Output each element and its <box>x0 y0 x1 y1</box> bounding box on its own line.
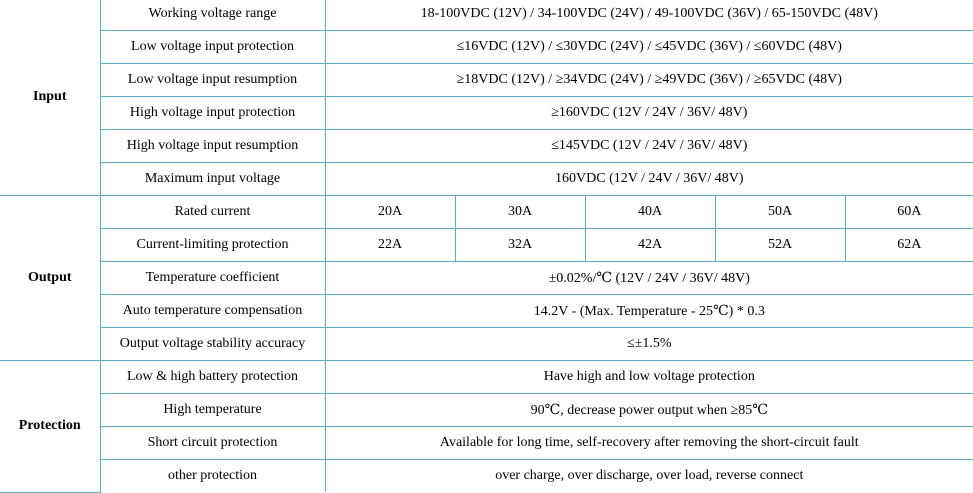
row-value: ≥160VDC (12V / 24V / 36V/ 48V) <box>325 97 973 130</box>
rated-current-50a: 50A <box>715 196 845 229</box>
row-value: ≤±1.5% <box>325 328 973 361</box>
row-label: Low voltage input protection <box>100 31 325 64</box>
row-label: Auto temperature compensation <box>100 295 325 328</box>
row-label: Working voltage range <box>100 0 325 31</box>
limit-current-32a: 32A <box>455 229 585 262</box>
table-row <box>0 163 973 196</box>
row-value: 18-100VDC (12V) / 34-100VDC (24V) / 49-100VDC (36V) / 65-150VDC (48V) <box>325 0 973 31</box>
row-value: ≤16VDC (12V) / ≤30VDC (24V) / ≤45VDC (36V) / ≤60VDC (48V) <box>325 31 973 64</box>
table-row <box>0 328 973 361</box>
table-row <box>0 361 973 394</box>
row-value: ≤145VDC (12V / 24V / 36V/ 48V) <box>325 130 973 163</box>
table-row <box>0 64 973 97</box>
row-label: Rated current <box>100 196 325 229</box>
limit-current-42a: 42A <box>585 229 715 262</box>
limit-current-22a: 22A <box>325 229 455 262</box>
rated-current-60a: 60A <box>845 196 973 229</box>
table-row <box>0 427 973 460</box>
row-label: Temperature coefficient <box>100 262 325 295</box>
row-value: ≥18VDC (12V) / ≥34VDC (24V) / ≥49VDC (36V) / ≥65VDC (48V) <box>325 64 973 97</box>
table-row <box>0 460 973 493</box>
row-label: Current-limiting protection <box>100 229 325 262</box>
row-value: 14.2V - (Max. Temperature - 25℃) * 0.3 <box>325 295 973 328</box>
rated-current-30a: 30A <box>455 196 585 229</box>
row-value: 160VDC (12V / 24V / 36V/ 48V) <box>325 163 973 196</box>
table-row <box>0 196 973 229</box>
row-label: High voltage input protection <box>100 97 325 130</box>
table-row <box>0 295 973 328</box>
row-label: Output voltage stability accuracy <box>100 328 325 361</box>
section-title-input: Input <box>0 0 100 196</box>
row-label: Short circuit protection <box>100 427 325 460</box>
limit-current-62a: 62A <box>845 229 973 262</box>
limit-current-52a: 52A <box>715 229 845 262</box>
rated-current-20a: 20A <box>325 196 455 229</box>
row-label: High temperature <box>100 394 325 427</box>
table-row <box>0 394 973 427</box>
row-label: High voltage input resumption <box>100 130 325 163</box>
row-label: other protection <box>100 460 325 493</box>
table-row <box>0 97 973 130</box>
section-title-output: Output <box>0 196 100 361</box>
row-value: over charge, over discharge, over load, reverse connect <box>325 460 973 493</box>
row-value: Have high and low voltage protection <box>325 361 973 394</box>
row-label: Low & high battery protection <box>100 361 325 394</box>
table-row <box>0 0 973 31</box>
section-title-protection: Protection <box>0 361 100 493</box>
row-label: Low voltage input resumption <box>100 64 325 97</box>
row-value: ±0.02%/℃ (12V / 24V / 36V/ 48V) <box>325 262 973 295</box>
row-value: 90℃, decrease power output when ≥85℃ <box>325 394 973 427</box>
table-row <box>0 229 973 262</box>
table-row <box>0 130 973 163</box>
row-value: Available for long time, self-recovery after removing the short-circuit fault <box>325 427 973 460</box>
table-row <box>0 262 973 295</box>
table-row <box>0 31 973 64</box>
rated-current-40a: 40A <box>585 196 715 229</box>
row-label: Maximum input voltage <box>100 163 325 196</box>
